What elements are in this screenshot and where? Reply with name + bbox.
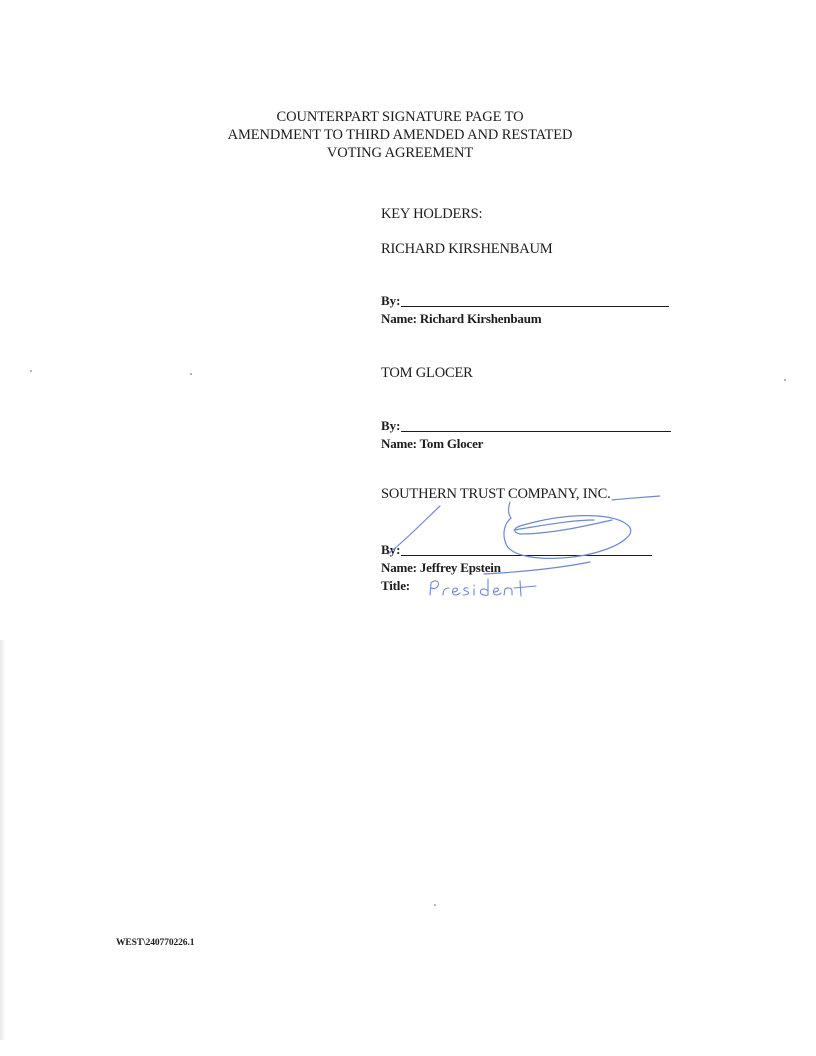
scan-speck: [190, 373, 192, 375]
signature-line-kirshenbaum: [381, 293, 661, 311]
name-line-kirshenbaum: Name: Richard Kirshenbaum: [381, 311, 542, 326]
signature-rule: [401, 431, 671, 432]
name-line-southern-trust: Name: Jeffrey Epstein: [381, 560, 501, 575]
signatory-heading-southern-trust: SOUTHERN TRUST COMPANY, INC.: [381, 486, 611, 502]
title-label: Title:: [381, 578, 410, 593]
document-title: [200, 108, 600, 162]
signatory-heading-kirshenbaum: RICHARD KIRSHENBAUM: [381, 241, 553, 257]
scan-speck: [784, 379, 786, 381]
scan-speck: [30, 370, 32, 372]
by-label: By:: [381, 293, 401, 308]
scan-speck: [434, 904, 436, 906]
name-line-glocer: Name: Tom Glocer: [381, 436, 484, 451]
signature-rule: [401, 306, 669, 307]
title-line-3: VOTING AGREEMENT: [326, 145, 474, 161]
signatory-heading-glocer: TOM GLOCER: [381, 365, 473, 381]
scan-edge-shadow: [0, 640, 6, 1040]
handwritten-title-president: [426, 575, 538, 603]
by-label: By:: [381, 418, 401, 433]
title-line-1: COUNTERPART SIGNATURE PAGE TO: [276, 109, 524, 125]
key-holders-label: KEY HOLDERS:: [381, 206, 483, 222]
signature-line-glocer: [381, 418, 661, 436]
by-label: By:: [381, 542, 401, 557]
document-reference-code: WEST\240770226.1: [116, 938, 195, 948]
title-line-2: AMENDMENT TO THIRD AMENDED AND RESTATED: [227, 127, 573, 143]
